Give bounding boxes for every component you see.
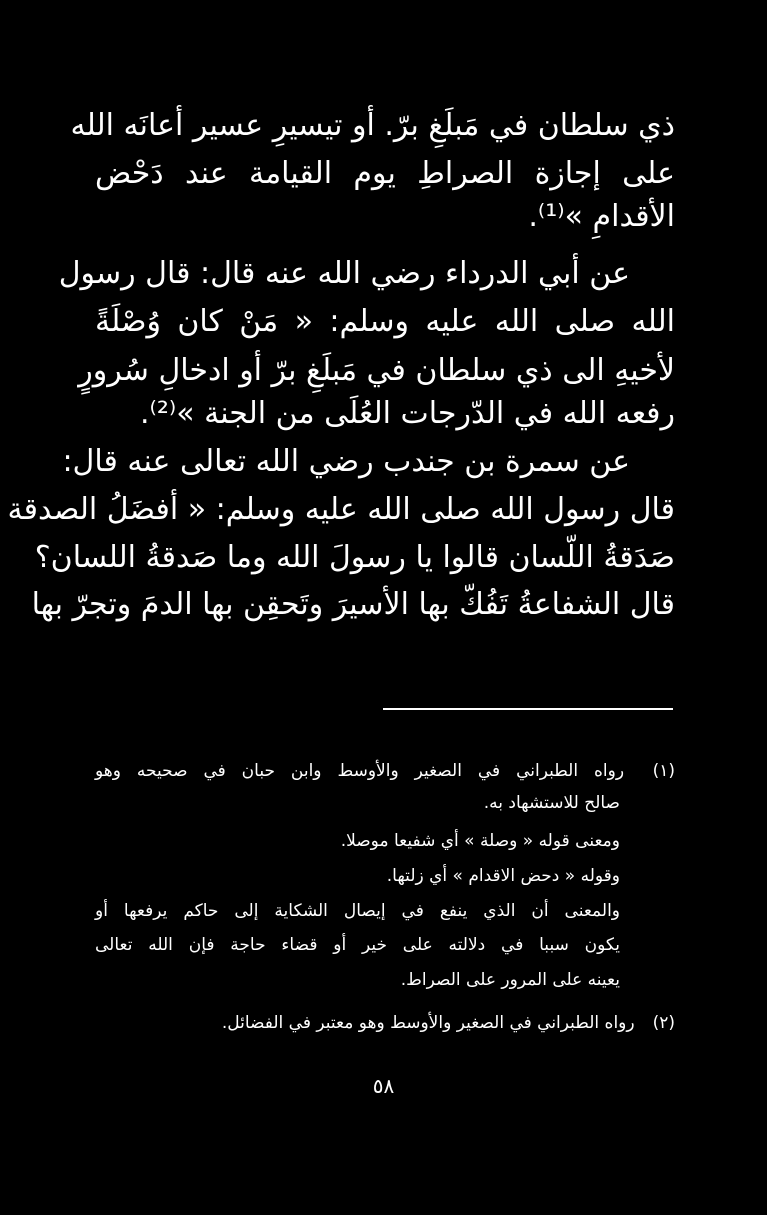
- footnote-line: ومعنى قوله « وصلة » أي شفيعا موصلا.: [340, 831, 620, 851]
- footnote-line: والمعنى أن الذي ينفع في إيصال الشكاية إلى حاكم يرفعها أو: [95, 901, 620, 921]
- footnote-line: [95, 755, 675, 787]
- footnote-text: رواه الطبراني في الصغير والأوسط وهو معتبر في الفضائل.: [221, 1013, 635, 1033]
- text-line: لأخيهِ الى ذي سلطان في مَبلَغِ برّ أو ادخالِ سُرورٍ: [78, 353, 675, 388]
- text-line: على إجازة الصراطِ يوم القيامة عند دَحْض: [95, 156, 675, 191]
- footnote-number: (١): [652, 761, 675, 781]
- footnote-line: وقوله « دحض الاقدام » أي زلتها.: [386, 866, 620, 886]
- footnote-divider: [383, 708, 673, 710]
- page-number: ٥٨: [372, 1074, 395, 1098]
- text-line: الله صلى الله عليه وسلم: « مَنْ كان وُصْلَةً: [95, 304, 675, 339]
- text-line: قال الشفاعةُ تَفُكّ بها الأسيرَ وتَحقِن بها الدمَ وتجرّ بها: [31, 587, 675, 622]
- text-line: ذي سلطان في مَبلَغِ برّ. أو تيسيرِ عسير أعانَه الله: [70, 108, 675, 143]
- text-line: قال رسول الله صلى الله عليه وسلم: « أفضَلُ الصدقة: [7, 492, 675, 527]
- footnote-line: يعينه على المرور على الصراط.: [400, 970, 620, 990]
- footnote-line: يكون سببا في دلالته على خير أو قضاء حاجة فإن الله تعالى: [95, 935, 620, 955]
- footnote-text: رواه الطبراني في الصغير والأوسط وابن حبان في صحيحه وهو: [95, 761, 625, 781]
- text-line: رفعه الله في الدّرجات العُلَى من الجنة »⁽²⁾.: [139, 396, 675, 431]
- text-line: صَدَقةُ اللّسان قالوا يا رسولَ الله وما صَدقةُ اللسان؟: [34, 540, 675, 575]
- footnote-line: صالح للاستشهاد به.: [483, 793, 620, 813]
- text-line: عن سمرة بن جندب رضي الله تعالى عنه قال:: [62, 444, 630, 479]
- footnote-line: [95, 1007, 675, 1039]
- footnote-number: (٢): [652, 1013, 675, 1033]
- text-line: عن أبي الدرداء رضي الله عنه قال: قال رسول: [58, 256, 630, 291]
- text-line: الأقدامِ »⁽¹⁾.: [528, 199, 675, 234]
